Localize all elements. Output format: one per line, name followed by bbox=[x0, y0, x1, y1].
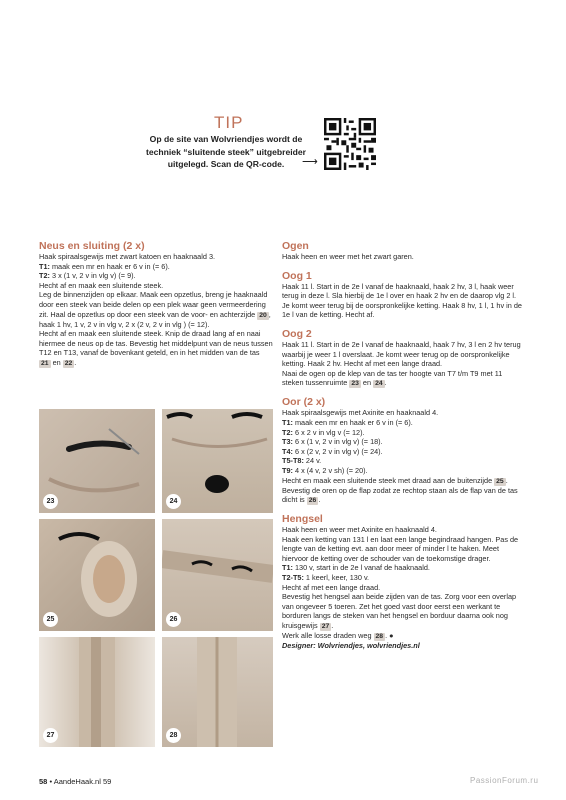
row-label: T5-T8: bbox=[282, 456, 304, 466]
photo-ref-badge: 20 bbox=[259, 311, 267, 319]
row-text: 3 x (1 v, 2 v in vlg v) (= 9). bbox=[49, 271, 136, 281]
photo-ref-badge: 27 bbox=[321, 623, 330, 631]
row-text: 4 x (4 v, 2 v sh) (= 20). bbox=[292, 465, 368, 475]
magazine-name: AandeHaak.nl 59 bbox=[53, 777, 112, 786]
ear-row-5 bbox=[282, 456, 522, 466]
text: . bbox=[318, 495, 321, 505]
page-number: 58 bbox=[39, 777, 48, 786]
handle-title: Hengsel bbox=[282, 513, 323, 526]
photo-number: 26 bbox=[166, 612, 181, 627]
text: Hecht en maak een sluitende steek met draad aan de buitenzijde bbox=[282, 475, 495, 485]
tip-title: TIP bbox=[214, 113, 244, 132]
text: Werk alle losse draden weg bbox=[282, 631, 374, 641]
text: Naai de ogen op de klep van de tas ter hoogte van T7 t/m T9 met 11 steken tussenruimte bbox=[282, 368, 503, 388]
row-label: T1: bbox=[39, 261, 50, 271]
photo-28 bbox=[162, 637, 273, 747]
tip-line-2: techniek “sluitende steek” uitgebreider bbox=[146, 146, 306, 157]
nose-paragraph-2 bbox=[39, 290, 273, 329]
photo-ref-badge: 28 bbox=[375, 633, 384, 641]
photo-ref-badge: 24 bbox=[375, 380, 383, 388]
text: Bevestig het hengsel aan beide zijden van de tas. Zorg voor een overlap van ongeveer 5 toeren. Zet het goed vast door eerst een werkant te borduren langs de steken van het hengsel en borduur daarna ook nog kruisgewijs bbox=[282, 592, 517, 631]
nose-paragraph-1: Hecht af en maak een sluitende steek. bbox=[39, 280, 164, 290]
handle-p2: Haak een ketting van 131 l en laat een lange begindraad hangen. Pas de lengte van de ketting evt. aan door meer of minder l te haken. Meet hiervoor de ketting over de schouder van de toekomstige drager. bbox=[282, 534, 519, 563]
photo-26 bbox=[162, 519, 273, 631]
text: en bbox=[360, 378, 374, 388]
ear-row-3 bbox=[282, 437, 522, 447]
right-column bbox=[282, 240, 522, 651]
row-label: T2: bbox=[282, 427, 293, 437]
photo-number: 23 bbox=[43, 494, 58, 509]
designer-credit: Designer: Wolvriendjes, wolvriendjes.nl bbox=[282, 641, 420, 651]
eyes-text: Haak heen en weer met het zwart garen. bbox=[282, 252, 414, 261]
ear-end bbox=[282, 476, 522, 506]
photo-23 bbox=[39, 409, 155, 513]
tip-text bbox=[140, 133, 312, 171]
photo-number: 25 bbox=[43, 612, 58, 627]
qr-code-icon[interactable] bbox=[324, 118, 376, 170]
eye1-title: Oog 1 bbox=[282, 269, 312, 282]
eye2-title: Oog 2 bbox=[282, 327, 312, 340]
photo-number: 27 bbox=[43, 728, 58, 743]
handle-p1: Haak heen en weer met Axinite en haaknaald 4. bbox=[282, 525, 437, 535]
text: . Bevestig de oren op de flap zodat ze rechtop staan als de flap van de tas dicht is bbox=[282, 475, 518, 505]
row-text: 24 v. bbox=[303, 456, 322, 466]
text: . bbox=[384, 378, 387, 388]
row-text: 6 x (1 v, 2 v in vlg v) (= 18). bbox=[292, 437, 383, 447]
left-column bbox=[39, 240, 273, 368]
photo-ref-badge: 25 bbox=[496, 477, 504, 485]
ear-row-1 bbox=[282, 418, 522, 428]
text: , haak 1 hv, 1 v, 2 v in vlg v, 2 x (2 v, 2 v in vlg ) (= 12). bbox=[39, 309, 271, 329]
photo-ref-badge: 22 bbox=[64, 359, 73, 367]
text: Hecht af en maak een sluitende steek. Knip de draad lang af en naai hiermee de neus op de tas. Bevestig het middelpunt van de neus tussen T12 en T13, vanaf de bovenkant geteld, en in het midden van de tas bbox=[39, 329, 273, 358]
photo-25 bbox=[39, 519, 155, 631]
photo-ref-badge: 23 bbox=[351, 380, 359, 388]
nose-paragraph-3 bbox=[39, 329, 273, 368]
footer-bullet: • bbox=[49, 777, 53, 786]
row-text: 6 x (2 v, 2 v in vlg v) (= 24). bbox=[292, 446, 383, 456]
row-label: T9: bbox=[282, 465, 293, 475]
handle-p3: Hecht af met een lange draad. bbox=[282, 582, 381, 592]
ear-intro: Haak spiraalsgewijs met Axinite en haaknaald 4. bbox=[282, 408, 439, 418]
row-text: 1 keerl, keer, 130 v. bbox=[303, 573, 370, 583]
row-label: T2: bbox=[39, 271, 50, 281]
text: en bbox=[50, 357, 63, 367]
tip-line-3: uitgelegd. Scan de QR-code. bbox=[167, 159, 285, 169]
text: . ● bbox=[385, 631, 394, 641]
nose-intro: Haak spiraalsgewijs met zwart katoen en haaknaald 3. bbox=[39, 252, 216, 261]
row-label: T1: bbox=[282, 417, 293, 427]
row-text: maak een mr en haak er 6 v in (= 6). bbox=[292, 417, 413, 427]
handle-p5 bbox=[282, 631, 522, 641]
eye2-text-2 bbox=[282, 369, 522, 389]
photo-number: 24 bbox=[166, 494, 181, 509]
photo-ref-badge: 26 bbox=[308, 497, 317, 505]
watermark: PassionForum.ru bbox=[470, 776, 539, 785]
page-footer bbox=[39, 777, 111, 786]
photo-number: 28 bbox=[166, 728, 181, 743]
ear-row-4 bbox=[282, 447, 522, 457]
arrow-icon: ⟶ bbox=[302, 156, 318, 168]
handle-p4 bbox=[282, 592, 522, 631]
photo-24 bbox=[162, 409, 273, 513]
nose-row-1 bbox=[39, 262, 273, 272]
row-text: 130 v, start in de 2e l vanaf de haaknaald. bbox=[292, 563, 430, 573]
handle-row-1 bbox=[282, 563, 522, 573]
row-label: T4: bbox=[282, 446, 293, 456]
row-label: T2-T5: bbox=[282, 573, 304, 583]
row-label: T1: bbox=[282, 563, 293, 573]
eye1-text: Haak 11 l. Start in de 2e l vanaf de haaknaald, haak 2 hv, 3 l, haak weer terug in deze l. Sla hierbij de 1e l over en haak 2 hv en de daarop vlg 2 l. Je komt weer terug bij de oorspronkelijke ketting. Haak 8 hv, 1 l, 1 hv in de 1e l van de ketting. Hecht af. bbox=[282, 281, 522, 320]
text: . bbox=[331, 621, 334, 631]
handle-row-2 bbox=[282, 573, 522, 583]
photo-27 bbox=[39, 637, 155, 747]
row-text: maak een mr en haak er 6 v in (= 6). bbox=[49, 261, 170, 271]
text: Leg de binnenzijden op elkaar. Maak een opzetlus, breng je haaknaald door een steek van beide delen op een plek waar geen vermeerdering zit. Haal de opzetlus op door een steek van de voor- en achterzijde bbox=[39, 290, 268, 319]
ear-row-6 bbox=[282, 466, 522, 476]
row-text: 6 x 2 v in vlg v (= 12). bbox=[292, 427, 365, 437]
ear-title: Oor (2 x) bbox=[282, 396, 326, 409]
nose-row-2 bbox=[39, 271, 273, 281]
eyes-title: Ogen bbox=[282, 240, 309, 252]
nose-title: Neus en sluiting (2 x) bbox=[39, 240, 145, 252]
row-label: T3: bbox=[282, 437, 293, 447]
ear-row-2 bbox=[282, 428, 522, 438]
tip-line-1: Op de site van Wolvriendjes wordt de bbox=[149, 134, 303, 144]
photo-ref-badge: 21 bbox=[41, 359, 49, 367]
text: . bbox=[74, 357, 77, 367]
eye2-text: Haak 11 l. Start in de 2e l vanaf de haaknaald, haak 7 hv, 3 l en 2 hv terug waarbij je weer 1 l overslaat. Je komt weer terug op de oorspronkelijke ketting. Haak 2 hv. Hecht af met een lange draad. bbox=[282, 339, 521, 369]
